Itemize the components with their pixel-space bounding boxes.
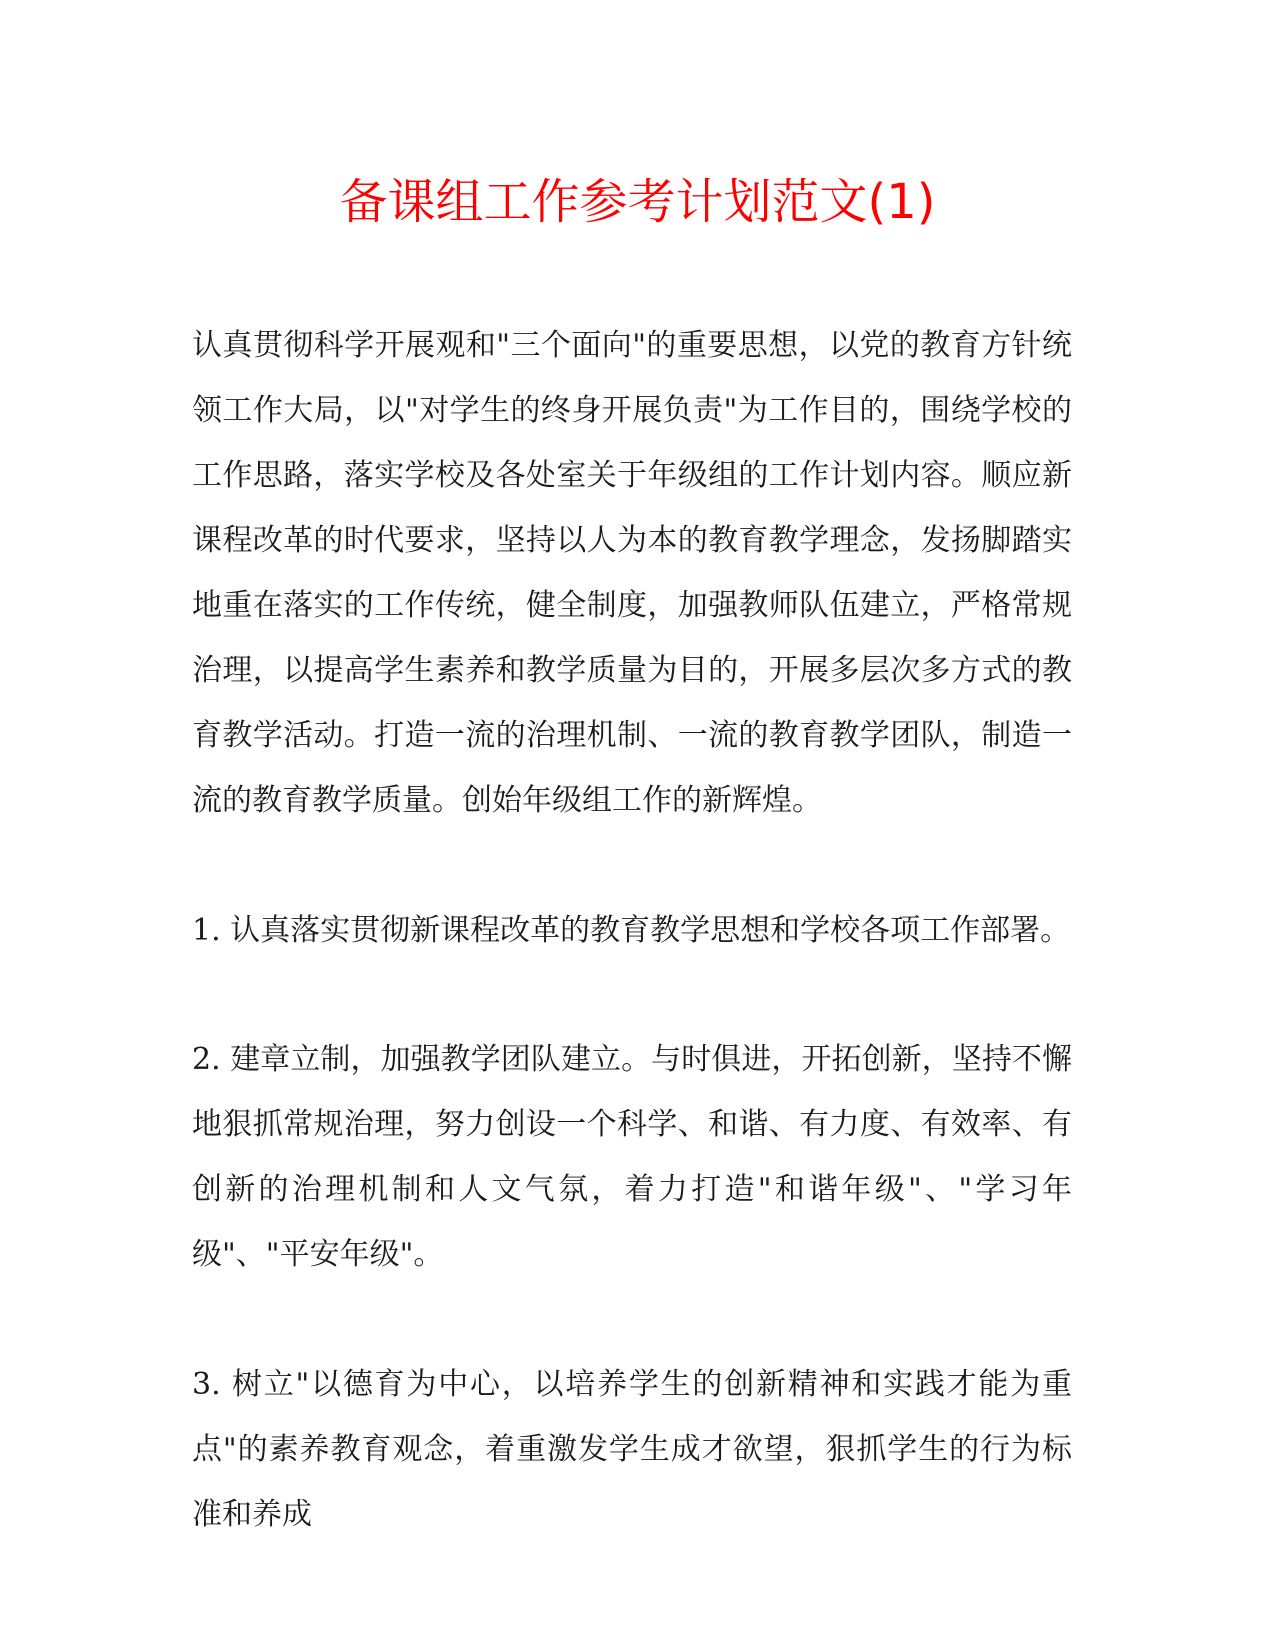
list-item-3: 3. 树立"以德育为中心，以培养学生的创新精神和实践才能为重点"的素养教育观念，着重激发学生成才欲望，狠抓学生的行为标准和养成 [192,1367,1072,1532]
intro-paragraph: 认真贯彻科学开展观和"三个面向"的重要思想，以党的教育方针统领工作大局，以"对学生的终身开展负责"为工作目的，围绕学校的工作思路，落实学校及各处室关于年级组的工作计划内容。顺应新课程改革的时代要求，坚持以人为本的教育教学理念，发扬脚踏实地重在落实的工作传统，健全制度，加强教师队伍建立，严格常规治理，以提高学生素养和教学质量为目的，开展多层次多方式的教育教学活动。打造一流的治理机制、一流的教育教学团队，制造一流的教育教学质量。创始年级组工作的新辉煌。 [192,328,1072,818]
list-item-1: 1. 认真落实贯彻新课程改革的教育教学思想和学校各项工作部署。 [192,913,1071,948]
document-title: 备课组工作参考计划范文(1) [339,174,936,230]
list-item-2: 2. 建章立制，加强教学团队建立。与时俱进，开拓创新，坚持不懈地狠抓常规治理，努力创设一个科学、和谐、有力度、有效率、有创新的治理机制和人文气氛，着力打造"和谐年级"、"学习年级"、"平安年级"。 [192,1042,1072,1272]
